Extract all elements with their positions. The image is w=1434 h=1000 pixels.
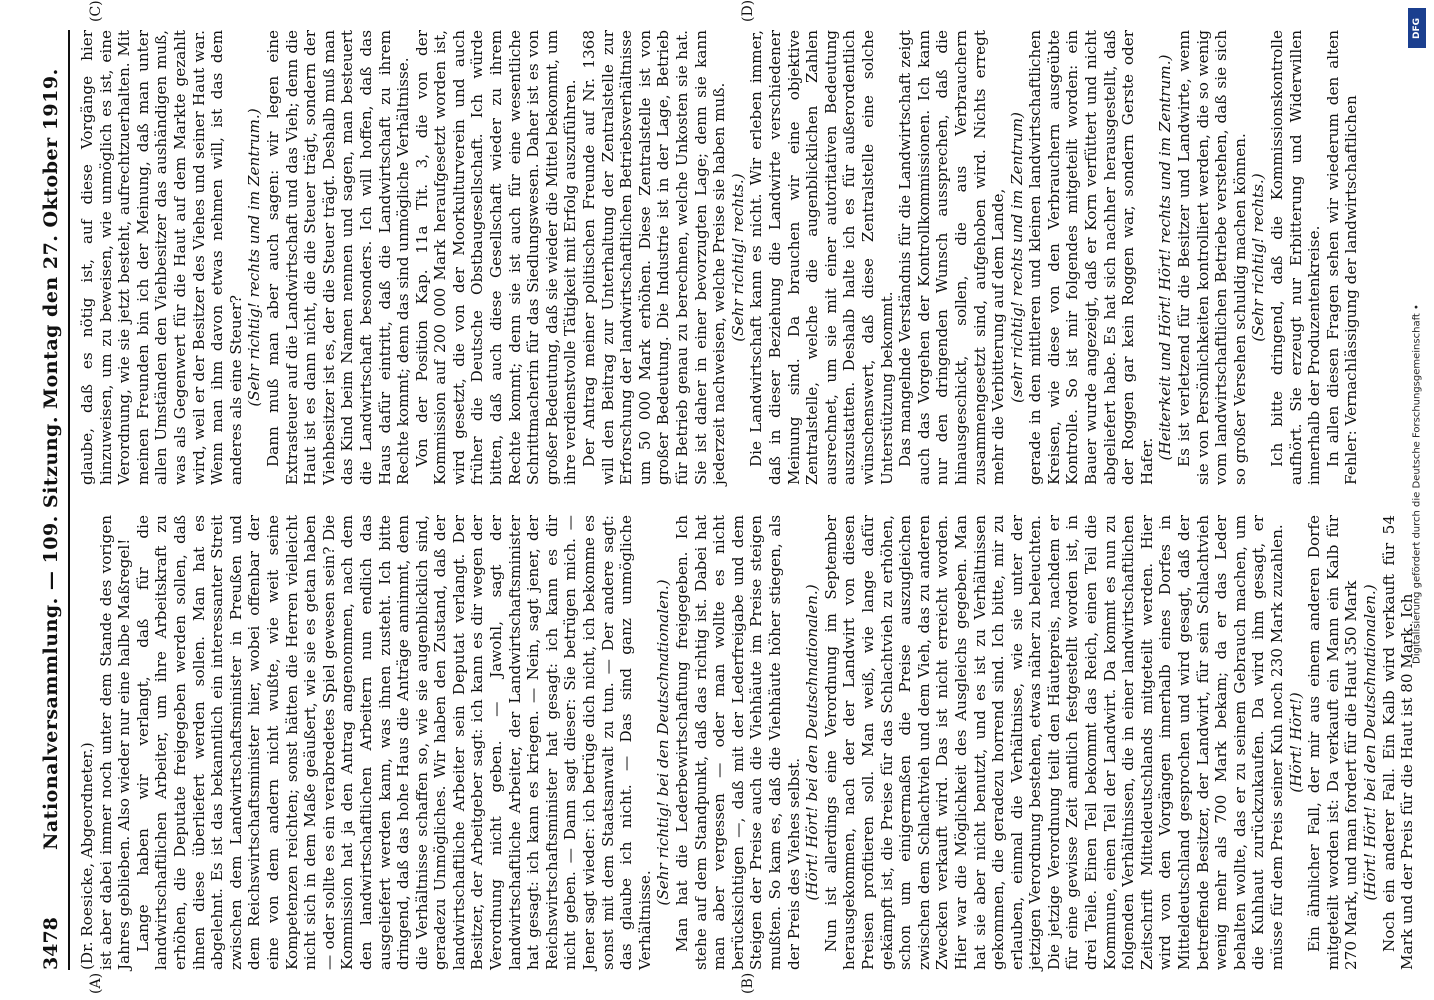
left-column <box>78 515 1417 970</box>
dfg-logo: DFG <box>1408 8 1426 48</box>
margin-marker-b: (B) <box>740 972 756 994</box>
paragraph: gerade in den mittleren und kleinen landwirtschaftlichen Kreisen, wie diese von den Verbrauchern ausgeübte Kontrolle. So ist mir folgendes mitgeteilt worden: ein Bauer wurde angezeigt, daß er Korn verfüttert und nicht abgeliefert habe. Es hat sich nachher herausgestellt, daß der Roggen gar kein Roggen war, sondern Gerste oder Hafer. <box>1026 30 1156 485</box>
interjection: (Hört! Hört!) <box>1286 692 1305 793</box>
margin-marker-a: (A) <box>88 972 104 994</box>
paragraph: In allen diesen Fragen sehen wir wiederum den alten Fehler: Vernachlässigung der landwirtschaftlichen <box>1323 30 1361 485</box>
margin-marker-c: (C) <box>88 0 104 22</box>
page-number: 3478 <box>40 917 62 970</box>
interjection: (Heiterkeit und Hört! Hört! rechts und im Zentrum.) <box>1156 54 1175 461</box>
paragraph: Von der Position Kap. 11a Tit. 3, die von der Kommission auf 200 000 Mark heraufgesetzt worden ist, wird gesetzt, die von der Moorkulturverein und auch früher die Deutsche Obstbaugesellschaft. Ich würde bitten, daß auch diese Gesellschaft wieder zu ihrem Rechte kommt; denn sie ist auch für eine wesentliche Schrittmacherin für das Siedlungswesen. Daher ist es von großer Bedeutung, daß sie wieder die Mittel bekommt, um ihre verdienstvolle Tätigkeit mit Erfolg auszuführen. <box>412 30 580 485</box>
paragraph: Dann muß man aber auch sagen: wir legen eine Extrasteuer auf die Landwirtschaft und das Vieh; denn die Haut ist es dann nicht, die die Steuer trägt, sondern der Viehbesitzer ist es, der die Steuer trägt. Deshalb muß man das Kind beim Namen nennen und sagen, man besteuert die Landwirtschaft besonders. Ich will hoffen, daß das Haus dafür eintritt, daß die Landwirtschaft zu ihrem Rechte kommt; denn das sind unmögliche Verhältnisse. <box>263 30 413 485</box>
paragraph: Die Landwirtschaft kann es nicht. Wir erleben immer, daß in dieser Beziehung die Landwirte verschiedener Meinung sind. Da brauchen wir eine objektive Zentralstelle, welche die augenblicklichen Zahlen ausrechnet, um sie mit einer autoritativen Bedeutung auszustatten. Deshalb halte ich es für außerordentlich wünschenswert, daß diese Zentralstelle eine solche Unterstützung bekommt. <box>747 30 896 485</box>
margin-marker-d: (D) <box>740 0 756 22</box>
interjection: (Sehr richtig! bei den Deutschnationalen.) <box>654 579 673 906</box>
paragraph: Noch ein anderer Fall. Ein Kalb wird verkauft für 54 Mark und der Preis für die Haut ist 80 Mark. Ich <box>1379 515 1417 970</box>
interjection: (sehr richtig! rechts und im Zentrum) <box>1007 112 1026 403</box>
interjection: (Hört! Hört! bei den Deutschnationalen.) <box>1360 584 1379 901</box>
paragraph: ist aber dabei immer noch unter dem Stande des vorigen Jahres geblieben. Also wieder nur eine halbe Maßregel! <box>96 515 134 970</box>
paragraph: Das mangelnde Verständnis für die Landwirtschaft zeigt auch das Vorgehen der Kontrollkommissionen. Ich kann nur den dringenden Wunsch aussprechen, daß die hinausgeschickt, sollen, die aus Verbrauchern zusammengesetzt sind, aufgehoben wird. Nichts erregt mehr die Verbitterung auf dem Lande, <box>896 30 1008 485</box>
interjection: (Sehr richtig! rechts.) <box>1249 173 1268 342</box>
paragraph: Der Antrag meiner politischen Freunde auf Nr. 1368 will den Beitrag zur Unterhaltung der Zentralstelle zur Erforschung der landwirtschaftlichen Betriebsverhältnisse um 50 000 Mark erhöhen. Diese Zentralstelle ist von großer Bedeutung. Die Industrie ist in der Lage, Betrieb für Betrieb genau zu berechnen, welche Unkosten sie hat. Sie ist daher in einer bevorzugten Lage; denn sie kann jederzeit nachweisen, welche Preise sie haben muß. <box>580 30 729 485</box>
interjection: (Sehr richtig! rechts.) <box>728 173 747 342</box>
digitization-credit: Digitalisierung gefördert durch die Deutsche Forschungsgemeinschaft • <box>1411 304 1423 664</box>
paragraph: Lange haben wir verlangt, daß für die landwirtschaftlichen Arbeiter, um ihre Arbeitskraft zu erhöhen, die Deputate freigegeben werden sollen, daß ihnen diese überliefert werden sollen. Man hat es abgelehnt. Es ist das bekanntlich ein interessanter Streit zwischen dem Landwirtschaftsminister in Preußen und dem Reichswirtschaftsminister hier, wobei offenbar der eine von dem andern nicht wußte, wie weit seine Kompetenzen reichten; sonst hätten die Herren vielleicht nicht sich in dem Maße geäußert, wie sie es getan haben — oder sollte es ein verabredetes Spiel gewesen sein? Die Kommission hat ja den Antrag angenommen, nach dem den landwirtschaftlichen Arbeitern nun endlich das ausgeliefert werden kann, was ihnen zusteht. Ich bitte dringend, daß das hohe Haus die Anträge annimmt, denn die Verhältnisse schaffen so, wie sie augenblicklich sind, geradezu Unmögliches. Wir haben den Zustand, daß der landwirtschaftliche Arbeiter sein Deputat verlangt. Der Besitzer, der Arbeitgeber sagt: ich kann es dir wegen der Verordnung nicht geben. — Jawohl, sagt der landwirtschaftliche Arbeiter, der Landwirtschaftsminister hat gesagt: ich kann es kriegen. — Nein, sagt jener, der Reichswirtschaftsminister hat gesagt: ich kann es dir nicht geben. — Dann sagt dieser: Sie betrügen mich. — Jener sagt wieder: ich betrüge dich nicht, ich bekomme es sonst mit dem Staatsanwalt zu tun. — Der andere sagt: das glaube ich nicht. — Das sind ganz unmögliche Verhältnisse. <box>133 515 654 970</box>
speaker-line: (Dr. Roesicke, Abgeordneter.) <box>78 742 96 970</box>
page-title: Nationalversammlung. — 109. Sitzung. Montag den 27. Oktober 1919. <box>40 68 62 850</box>
paragraph: Ein ähnlicher Fall, der mir aus einem anderen Dorfe mitgeteilt worden ist: Da verkauft ein Mann ein Kalb für 270 Mark, und man fordert für die Haut 350 Mark <box>1305 515 1361 970</box>
paragraph: Es ist verletzend für die Besitzer und Landwirte, wenn sie von Persönlichkeiten kontrolliert werden, die so wenig vom landwirtschaftlichen Betriebe verstehen, daß sie sich so großer Versehen schuldig machen können. <box>1175 30 1249 485</box>
interjection: (Hört! Hört! bei den Deutschnationalen.) <box>803 584 822 901</box>
paragraph: Nun ist allerdings eine Verordnung im September herausgekommen, nach der der Landwirt von diesen Preisen profitieren soll. Man weiß, wie lange dafür gekämpft ist, die Preise für das Schlachtvieh zu erhöhen, schon um einigermaßen die Preise auszugleichen zwischen dem Schlachtvieh und dem Vieh, das zu anderen Zwecken verkauft wird. Das ist nicht erreicht worden. Hier war die Möglichkeit des Ausgleichs gegeben. Man hat sie aber nicht benutzt, und es ist zu Verhältnissen gekommen, die geradezu horrend sind. Ich bitte, mir zu erlauben, einmal die Verhältnisse, wie sie unter der jetzigen Verordnung bestehen, etwas näher zu beleuchten. Die jetzige Verordnung teilt den Häutepreis, nachdem er für eine gewisse Zeit amtlich festgestellt worden ist, in drei Teile. Einen Teil bekommt das Reich, einen Teil die Kommune, einen Teil der Landwirt. Da kommt es nun zu folgenden Verhältnissen, die in einer landwirtschaftlichen Zeitschrift Mitteldeutschlands mitgeteilt werden. Hier wird von den Vorgängen innerhalb eines Dorfes in Mitteldeutschland gesprochen und wird gesagt, daß der betreffende Besitzer, der Landwirt, für sein Schlachtvieh wenig mehr als 700 Mark bekam; da er das Leder behalten wollte, das er zu seinem Gebrauch machen, um die Kuhhaut zurückzukaufen. Da wird ihm gesagt, er müsse für dem Preis seiner Kuh noch 230 Mark zuzahlen. <box>821 515 1286 970</box>
paragraph: Man hat die Lederbewirtschaftung freigegeben. Ich stehe auf dem Standpunkt, daß das richtig ist. Dabei hat man aber vergessen — oder man wollte es nicht berücksichtigen —, daß mit der Lederfreigabe und dem Steigen der Preise auch die Viehhäute im Preise steigen mußten. So kam es, daß die Viehhäute höher stiegen, als der Preis des Viehes selbst. <box>673 515 803 970</box>
right-column <box>78 30 1368 485</box>
digitization-strip <box>1408 8 1426 992</box>
paragraph: Ich bitte dringend, daß die Kommissionskontrolle aufhört. Sie erzeugt nur Erbitterung und Widerwillen innerhalb der Produzentenkreise. <box>1268 30 1324 485</box>
interjection: (Sehr richtig! rechts und im Zentrum.) <box>245 108 264 407</box>
paragraph: glaube, daß es nötig ist, auf diese Vorgänge hier hinzuweisen, um zu beweisen, wie unmöglich es ist, eine Verordnung, wie sie jetzt besteht, aufrechtzuerhalten. Mit meinen Freunden bin ich der Meinung, daß man unter allen Umständen den Viehbesitzer das aushändigen muß, was als Gegenwert für die Haut auf dem Markte gezahlt wird, weil er der Besitzer des Viehes und seiner Haut war. Wenn man ihm davon etwas nehmen will, ist das dem anderes als eine Steuer? <box>78 30 245 485</box>
page-header <box>38 30 70 970</box>
